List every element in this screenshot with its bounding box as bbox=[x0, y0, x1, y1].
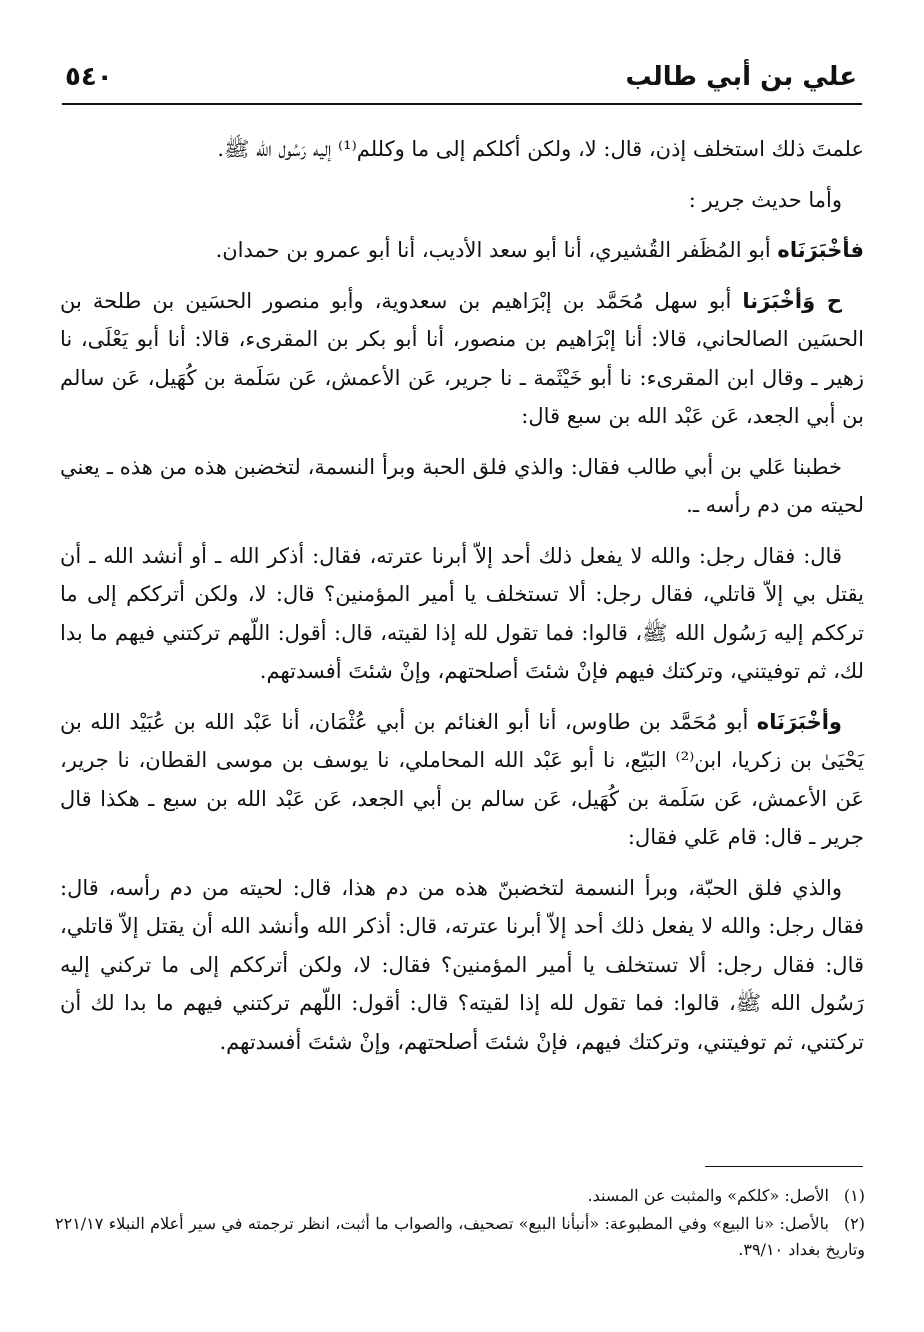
paragraph bbox=[60, 869, 864, 1062]
paragraph bbox=[60, 703, 864, 857]
footnote-number: (١) bbox=[843, 1186, 865, 1205]
paragraph-text: أبو مُحَمَّد بن طاوس، أنا أبو الغنائم بن أبي عُثْمَان، أنا عَبْد الله بن عُبَيْد الله بن يَحْيَىٰ بن زكريا، ابن⁽²⁾ البَيّع، نا أبو عَبْد الله المحاملي، نا يوسف بن موسى القطان، نا جرير، عَن الأعمش، عَن سَلَمة بن كُهَيل، عَن سالم بن أبي الجعد، عَن عَبْد الله بن سبع ـ هكذا قال جرير ـ قال: قام عَلي فقال: bbox=[60, 709, 864, 849]
footnote-number: (٢) bbox=[843, 1214, 865, 1233]
paragraph-text: خطبنا عَلي بن أبي طالب فقال: والذي فلق الحبة وبرأ النسمة، لتخضبن هذه من هذه ـ يعني لحيته من دم رأسه ـ. bbox=[60, 454, 864, 517]
paragraph bbox=[60, 231, 864, 270]
footnote bbox=[55, 1211, 865, 1263]
paragraph bbox=[60, 537, 864, 691]
paragraph-text: قال: فقال رجل: والله لا يفعل ذلك أحد إلاّ أبرنا عترته، فقال: أذكر الله ـ أو أنشد الله ـ أن يقتل بي إلاّ قاتلي، فقال رجل: ألا تستخلف يا أمير المؤمنين؟ قال: لا، ولكن أترككم إلى ما ترككم إليه رَسُول الله ﷺ، قالوا: فما تقول لله إذا لقيته، قال: أقول: اللّهم تركتني فيهم ما بدا لك، ثم توفيتني، وتركتك فيهم فإنْ شئتَ أصلحتهم، وإنْ شئتَ أفسدتهم. bbox=[60, 543, 864, 683]
paragraph bbox=[60, 181, 864, 220]
page-number: ٥٤٠ bbox=[65, 62, 113, 92]
paragraph-text: وأما حديث جرير : bbox=[688, 187, 842, 212]
running-header bbox=[65, 62, 857, 102]
footnote bbox=[55, 1183, 865, 1209]
paragraph-lead: ح وَأخْبَرَنا bbox=[742, 288, 842, 313]
header-rule bbox=[62, 103, 862, 105]
paragraph bbox=[60, 448, 864, 525]
footnote-text: بالأصل: «نا البيع» وفي المطبوعة: «أنبأنا البيع» تصحيف، والصواب ما أثبت، انظر ترجمته في سير أعلام النبلاء ٢٢١/١٧ وتاريخ بغداد ٣٩/١٠. bbox=[55, 1214, 865, 1259]
paragraph-lead: وأخْبَرَنَاه bbox=[756, 709, 842, 734]
paragraph bbox=[60, 282, 864, 436]
paragraph-lead: فأخْبَرَنَاه bbox=[777, 238, 864, 262]
paragraph-text: أبو المُظَفر القُشيري، أنا أبو سعد الأديب، أنا أبو عمرو بن حمدان. bbox=[215, 238, 778, 262]
footnotes bbox=[55, 1183, 865, 1265]
paragraph-text: أبو سهل مُحَمَّد بن إبْرَاهيم بن سعدوية، وأبو منصور الحسَين بن طلحة بن الحسَين الصالحاني، قالا: أنا إبْرَاهيم بن منصور، أنا أبو بكر بن المقرىء، قالا: أنا أبو يَعْلَى، نا زهير ـ وقال ابن المقرىء: نا أبو خَيْثَمة ـ نا جرير، عَن الأعمش، عَن سَلَمة بن كُهَيل، عَن سالم بن أبي الجعد، عَن عَبْد الله بن سبع قال: bbox=[60, 288, 864, 428]
footnote-rule bbox=[705, 1166, 863, 1167]
paragraph-text: والذي فلق الحبّة، وبرأ النسمة لتخضبنّ هذه من دم هذا، قال: لحيته من دم رأسه، قال: فقال رجل: والله لا يفعل ذلك أحد إلاّ أبرنا عترته، قال: أذكر الله وأنشد الله أن يقتل إلاّ قاتلي، قال: فقال رجل: ألا تستخلف يا أمير المؤمنين؟ فقال: لا، ولكن أترككم إلى ما تركني إليه رَسُول الله ﷺ، قالوا: فما تقول لله إذا لقيته؟ قال: أقول: اللّهم تركتني فيهم ما بدا لك أن تركتني، ثم توفيتني، وتركتك فيهم، فإنْ شئتَ أصلحتهم، وإنْ شئتَ أفسدتهم. bbox=[60, 875, 864, 1054]
footnote-text: الأصل: «كلكم» والمثبت عن المسند. bbox=[587, 1186, 829, 1205]
paragraph-text: علمتَ ذلك استخلف إذن، قال: لا، ولكن أكلكم إلى ما وكللم⁽¹⁾ إليه رَسُول الله ﷺ. bbox=[217, 137, 864, 161]
paragraph bbox=[60, 130, 864, 169]
main-text bbox=[60, 130, 864, 1073]
running-title: علي بن أبي طالب bbox=[625, 62, 857, 92]
